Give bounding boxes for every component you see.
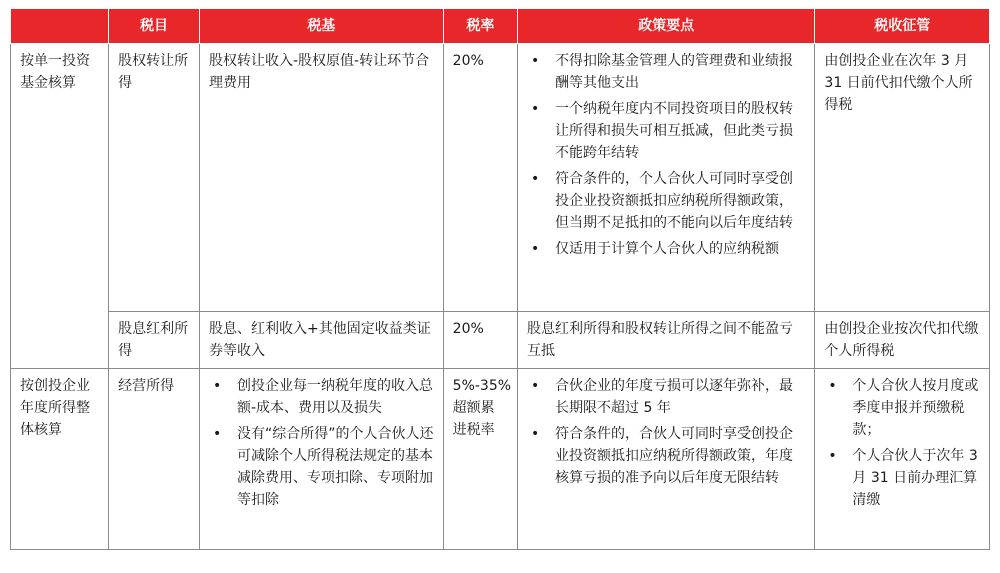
header-method [11, 9, 109, 44]
tax-admin-cell: 由创投企业按次代扣代缴个人所得税 [815, 312, 990, 369]
tax-item-cell: 股权转让所得 [109, 44, 200, 312]
tax-rate-cell: 20% [443, 44, 517, 312]
list-item: • 符合条件的，合伙人可同时享受创投企业投资额抵扣应纳税所得额政策，年度核算亏损的准予向以后年度无限结转 [527, 423, 805, 489]
tax-item-cell: 经营所得 [109, 369, 200, 550]
list-item: • 合伙企业的年度亏损可以逐年弥补，最长期限不超过 5 年 [527, 375, 805, 419]
table-row [11, 312, 990, 369]
header-tax-base: 税基 [199, 9, 443, 44]
list-item: • 个人合伙人于次年 3 月 31 日前办理汇算清缴 [824, 445, 980, 511]
tax-admin-cell: 由创投企业在次年 3 月 31 日前代扣代缴个人所得税 [815, 44, 990, 312]
tax-base-cell: 股权转让收入-股权原值-转让环节合理费用 [199, 44, 443, 312]
policy-points-cell: 股息红利所得和股权转让所得之间不能盈亏互抵 [518, 312, 815, 369]
policy-list [527, 50, 805, 260]
list-item: • 符合条件的，个人合伙人可同时享受创投企业投资额抵扣应纳税所得额政策，但当期不足抵扣的不能向以后年度结转 [527, 168, 805, 234]
list-item: • 仅适用于计算个人合伙人的应纳税额 [527, 238, 805, 260]
table-row [11, 44, 990, 312]
base-list [209, 375, 434, 511]
header-tax-rate: 税率 [443, 9, 517, 44]
tax-base-cell: 股息、红利收入+其他固定收益类证券等收入 [199, 312, 443, 369]
method-cell: 按单一投资基金核算 [11, 44, 109, 369]
header-row [11, 9, 990, 44]
policy-list [527, 375, 805, 489]
list-item: • 不得扣除基金管理人的管理费和业绩报酬等其他支出 [527, 50, 805, 94]
policy-points-cell [518, 44, 815, 312]
list-item: • 没有“综合所得”的个人合伙人还可减除个人所得税法规定的基本减除费用、专项扣除、专项附加等扣除 [209, 423, 434, 511]
header-policy-points: 政策要点 [518, 9, 815, 44]
table-row [11, 369, 990, 550]
list-item: • 个人合伙人按月度或季度申报并预缴税款； [824, 375, 980, 441]
list-item: • 一个纳税年度内不同投资项目的股权转让所得和损失可相互抵减，但此类亏损不能跨年结转 [527, 98, 805, 164]
tax-admin-cell [815, 369, 990, 550]
method-cell: 按创投企业年度所得整体核算 [11, 369, 109, 550]
tax-policy-table [10, 8, 990, 550]
tax-rate-cell: 5%-35%超额累进税率 [443, 369, 517, 550]
policy-points-cell [518, 369, 815, 550]
admin-list [824, 375, 980, 511]
header-tax-item: 税目 [109, 9, 200, 44]
tax-item-cell: 股息红利所得 [109, 312, 200, 369]
tax-base-cell [199, 369, 443, 550]
header-tax-admin: 税收征管 [815, 9, 990, 44]
tax-rate-cell: 20% [443, 312, 517, 369]
list-item: • 创投企业每一纳税年度的收入总额-成本、费用以及损失 [209, 375, 434, 419]
